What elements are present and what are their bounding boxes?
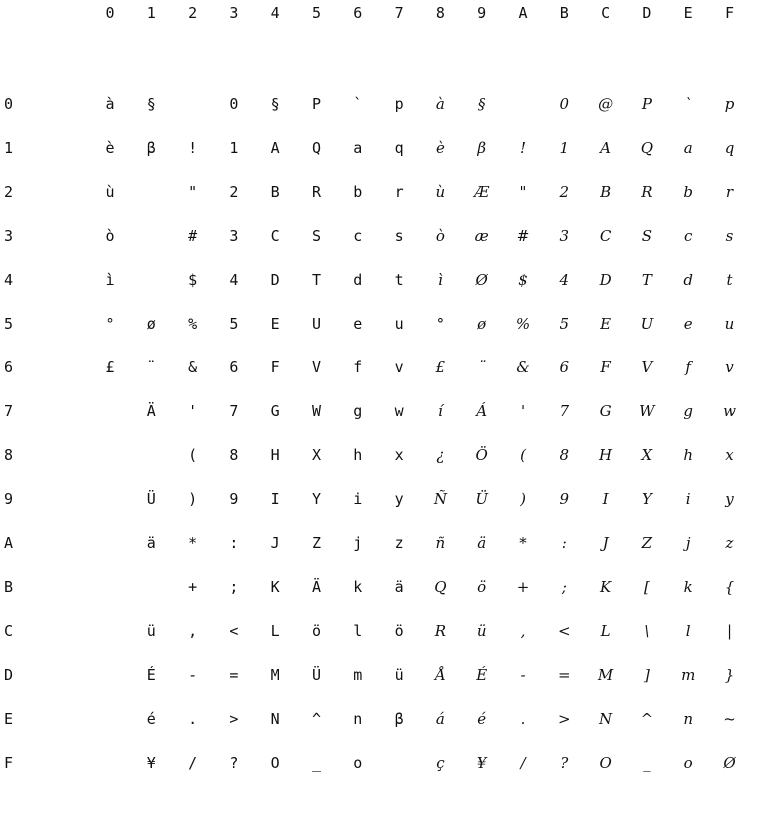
table-cell: Ø <box>475 270 488 289</box>
row-header: E <box>4 709 14 728</box>
row-header: 2 <box>4 182 14 201</box>
table-cell: 3 <box>229 226 239 245</box>
table-cell: p <box>394 95 404 113</box>
column-header: D <box>642 4 652 22</box>
table-cell: ü <box>476 621 487 640</box>
table-cell: - <box>520 665 526 684</box>
table-cell: 8 <box>229 446 239 465</box>
table-cell: A <box>270 138 280 157</box>
table-cell: ¿ <box>436 446 445 465</box>
table-cell: ä <box>477 534 487 552</box>
table-cell: ¥ <box>476 753 487 772</box>
table-cell: 9 <box>229 490 239 509</box>
table-cell: > <box>558 709 571 728</box>
table-cell: p <box>724 95 735 113</box>
table-cell: ° <box>105 314 115 333</box>
row-header: B <box>4 577 14 596</box>
table-cell: t <box>726 270 733 289</box>
table-cell: ø <box>477 314 487 333</box>
table-cell: ò <box>105 226 115 245</box>
table-cell: à <box>435 95 445 113</box>
table-cell: ' <box>188 402 198 421</box>
table-cell: Ñ <box>433 490 447 509</box>
table-cell: ñ <box>435 534 446 552</box>
table-cell: w <box>723 402 736 421</box>
table-cell: ! <box>519 138 527 157</box>
table-cell: ) <box>520 490 526 509</box>
row-header: 4 <box>4 270 14 289</box>
table-cell: L <box>270 621 280 640</box>
column-header: 8 <box>435 4 445 22</box>
table-cell: ä <box>394 577 404 596</box>
table-cell: , <box>520 621 526 640</box>
table-cell: I <box>270 490 280 509</box>
table-cell: % <box>188 314 198 333</box>
row-header: F <box>4 753 14 772</box>
table-cell: S <box>641 226 653 245</box>
column-header: 4 <box>270 4 280 22</box>
table-cell: ( <box>520 446 526 465</box>
column-header: E <box>683 4 693 22</box>
table-cell: H <box>599 446 613 465</box>
table-cell: ù <box>105 182 115 201</box>
table-cell: E <box>270 314 280 333</box>
table-cell: Ü <box>311 665 322 684</box>
table-cell: G <box>270 402 280 421</box>
table-cell: h <box>683 446 694 465</box>
table-cell: c <box>683 226 693 245</box>
table-cell: à <box>105 95 115 113</box>
table-cell: Ü <box>475 490 489 509</box>
table-cell: $ <box>188 270 198 289</box>
table-cell: ¨ <box>477 358 486 377</box>
table-cell: ì <box>437 270 443 289</box>
table-cell: ; <box>561 577 567 596</box>
table-cell: { <box>724 577 735 596</box>
table-cell: / <box>520 753 526 772</box>
table-cell: 0 <box>559 95 570 113</box>
table-cell: . <box>188 709 198 728</box>
table-cell: β <box>146 138 156 157</box>
table-cell: F <box>600 358 611 377</box>
row-header: A <box>4 534 14 552</box>
table-cell: y <box>725 490 734 509</box>
table-cell: Q <box>311 138 322 157</box>
table-cell: U <box>640 314 654 333</box>
table-cell: @ <box>598 95 614 113</box>
table-cell: # <box>516 226 530 245</box>
table-cell: Å <box>434 665 446 684</box>
table-cell: P <box>311 95 322 113</box>
table-cell: O <box>270 753 280 772</box>
table-cell: e <box>353 314 363 333</box>
table-cell: V <box>641 358 653 377</box>
table-cell: * <box>188 534 198 552</box>
table-cell: K <box>599 577 612 596</box>
table-cell: R <box>434 621 447 640</box>
table-cell: } <box>724 665 735 684</box>
row-header: 6 <box>4 358 14 377</box>
table-cell: * <box>519 534 527 552</box>
table-cell: Ä <box>311 577 322 596</box>
table-cell: ì <box>105 270 115 289</box>
table-cell: g <box>683 402 693 421</box>
table-cell: è <box>435 138 445 157</box>
table-cell: 9 <box>559 490 570 509</box>
table-cell: Q <box>640 138 654 157</box>
table-cell: 4 <box>229 270 239 289</box>
table-cell: æ <box>474 226 489 245</box>
table-cell: E <box>600 314 612 333</box>
table-cell: l <box>685 621 691 640</box>
table-cell: t <box>394 270 404 289</box>
row-header: 3 <box>4 226 14 245</box>
row-header: 0 <box>4 95 14 113</box>
table-cell: m <box>353 665 363 684</box>
table-cell: T <box>641 270 652 289</box>
row-header: 5 <box>4 314 14 333</box>
table-cell: & <box>516 358 530 377</box>
table-cell: " <box>188 182 198 201</box>
table-cell: 7 <box>229 402 239 421</box>
table-cell: § <box>270 95 280 113</box>
table-cell: ö <box>311 621 322 640</box>
table-cell: 8 <box>559 446 570 465</box>
table-cell: [ <box>643 577 650 596</box>
table-cell: ^ <box>311 709 322 728</box>
table-cell: Q <box>434 577 447 596</box>
table-cell: y <box>394 490 404 509</box>
table-cell: X <box>311 446 322 465</box>
table-cell: f <box>353 358 363 377</box>
table-cell: " <box>519 182 527 201</box>
row-header: 8 <box>4 446 14 465</box>
table-cell: β <box>477 138 487 157</box>
table-cell: d <box>353 270 363 289</box>
table-cell: R <box>311 182 322 201</box>
table-cell: Ä <box>146 402 156 421</box>
table-cell: / <box>188 753 198 772</box>
table-cell: D <box>599 270 612 289</box>
table-cell: É <box>476 665 488 684</box>
table-cell: r <box>725 182 734 201</box>
table-cell: + <box>188 577 198 596</box>
table-cell: è <box>105 138 115 157</box>
column-header: 6 <box>353 4 363 22</box>
table-cell: n <box>353 709 363 728</box>
table-cell: ) <box>188 490 198 509</box>
table-cell: ` <box>684 95 692 113</box>
table-cell: v <box>725 358 734 377</box>
table-cell: w <box>394 402 404 421</box>
table-cell: ' <box>520 402 526 421</box>
table-cell: é <box>146 709 156 728</box>
table-cell: ¥ <box>146 753 156 772</box>
row-header: 1 <box>4 138 14 157</box>
table-cell: § <box>146 95 156 113</box>
table-cell: Z <box>641 534 653 552</box>
table-cell: 6 <box>559 358 570 377</box>
table-cell: h <box>353 446 363 465</box>
table-cell: 3 <box>559 226 570 245</box>
table-cell: ` <box>353 95 363 113</box>
table-cell: q <box>724 138 735 157</box>
table-cell: o <box>683 753 693 772</box>
table-cell: C <box>599 226 612 245</box>
table-cell: : <box>561 534 567 552</box>
row-header: D <box>4 665 14 684</box>
table-cell: g <box>353 402 363 421</box>
column-header: C <box>601 4 611 22</box>
row-header: C <box>4 621 14 640</box>
row-header: 9 <box>4 490 14 509</box>
table-cell: < <box>558 621 571 640</box>
column-header: 7 <box>394 4 404 22</box>
table-cell: k <box>353 577 363 596</box>
column-header: 5 <box>311 4 322 22</box>
table-cell: M <box>597 665 614 684</box>
table-cell: Ö <box>475 446 488 465</box>
table-cell: r <box>394 182 404 201</box>
table-cell: u <box>724 314 735 333</box>
table-cell: S <box>311 226 322 245</box>
table-cell: d <box>683 270 693 289</box>
table-cell: ö <box>477 577 487 596</box>
table-cell: V <box>311 358 322 377</box>
table-cell: e <box>683 314 693 333</box>
table-cell: K <box>270 577 280 596</box>
table-cell: s <box>725 226 734 245</box>
table-cell: ; <box>229 577 239 596</box>
table-cell: Æ <box>474 182 490 201</box>
table-cell: H <box>270 446 280 465</box>
column-header: F <box>724 4 735 22</box>
table-cell: B <box>270 182 280 201</box>
table-cell: P <box>641 95 652 113</box>
table-cell: W <box>639 402 655 421</box>
table-cell: β <box>394 709 404 728</box>
column-header: A <box>518 4 528 22</box>
table-cell: ~ <box>723 709 736 728</box>
table-cell: 2 <box>559 182 570 201</box>
table-cell: : <box>229 534 239 552</box>
table-cell: Y <box>641 490 652 509</box>
table-cell: C <box>270 226 280 245</box>
table-cell: = <box>558 665 571 684</box>
table-cell: , <box>188 621 198 640</box>
table-cell: - <box>188 665 198 684</box>
table-cell: z <box>394 534 404 552</box>
table-cell: ù <box>435 182 446 201</box>
table-cell: R <box>641 182 653 201</box>
table-cell: á <box>435 709 445 728</box>
table-cell: j <box>685 534 691 552</box>
table-cell: % <box>515 314 531 333</box>
table-cell: L <box>600 621 611 640</box>
table-cell: é <box>477 709 487 728</box>
column-header: 2 <box>188 4 198 22</box>
table-cell: Y <box>311 490 322 509</box>
table-cell: ö <box>394 621 404 640</box>
table-cell: ø <box>146 314 156 333</box>
table-cell: f <box>685 358 691 377</box>
table-cell: b <box>683 182 693 201</box>
table-cell: ! <box>188 138 198 157</box>
table-cell: 2 <box>229 182 239 201</box>
table-cell: s <box>394 226 404 245</box>
table-cell: j <box>353 534 363 552</box>
table-cell: B <box>600 182 612 201</box>
table-cell: Ø <box>723 753 736 772</box>
table-cell: _ <box>311 753 322 772</box>
table-cell: o <box>353 753 363 772</box>
table-cell: ç <box>436 753 445 772</box>
table-cell: N <box>599 709 613 728</box>
table-cell: ü <box>394 665 404 684</box>
column-header: 1 <box>146 4 156 22</box>
table-cell: v <box>394 358 404 377</box>
table-cell: u <box>394 314 404 333</box>
table-cell: 0 <box>229 95 239 113</box>
column-header: 9 <box>477 4 487 22</box>
table-cell: J <box>602 534 609 552</box>
table-cell: ( <box>188 446 198 465</box>
table-cell: I <box>602 490 609 509</box>
table-cell: Z <box>311 534 322 552</box>
table-cell: M <box>270 665 280 684</box>
table-cell: T <box>311 270 322 289</box>
table-cell: z <box>725 534 734 552</box>
table-cell: c <box>353 226 363 245</box>
table-cell: = <box>229 665 239 684</box>
table-cell: ä <box>146 534 156 552</box>
table-cell: J <box>270 534 280 552</box>
table-cell: ? <box>229 753 239 772</box>
table-cell: i <box>685 490 691 509</box>
table-cell: x <box>725 446 734 465</box>
table-cell: l <box>353 621 363 640</box>
table-cell: ^ <box>640 709 654 728</box>
table-cell: n <box>683 709 694 728</box>
table-cell: \ <box>644 621 650 640</box>
table-cell: ? <box>560 753 569 772</box>
table-cell: 5 <box>559 314 570 333</box>
table-cell: í <box>437 402 443 421</box>
table-cell: + <box>516 577 530 596</box>
table-cell: ü <box>146 621 156 640</box>
table-cell: F <box>270 358 280 377</box>
table-cell: q <box>394 138 404 157</box>
table-cell: ] <box>643 665 650 684</box>
table-cell: O <box>599 753 612 772</box>
table-cell: k <box>683 577 693 596</box>
table-cell: & <box>188 358 198 377</box>
table-cell: Ü <box>146 490 156 509</box>
table-cell: É <box>146 665 156 684</box>
table-cell: 1 <box>229 138 239 157</box>
table-cell: b <box>353 182 363 201</box>
table-cell: ¨ <box>146 358 156 377</box>
table-cell: £ <box>435 358 446 377</box>
table-cell: 5 <box>229 314 239 333</box>
table-cell: ò <box>435 226 445 245</box>
table-cell: . <box>520 709 526 728</box>
table-cell: § <box>477 95 486 113</box>
table-cell: _ <box>643 753 651 772</box>
table-cell: a <box>683 138 693 157</box>
table-cell: 6 <box>229 358 239 377</box>
column-header: B <box>559 4 569 22</box>
table-cell: 1 <box>559 138 570 157</box>
table-cell: 7 <box>559 402 570 421</box>
table-cell: < <box>229 621 239 640</box>
table-cell: > <box>229 709 239 728</box>
table-cell: ° <box>436 314 445 333</box>
table-cell: U <box>311 314 322 333</box>
table-cell: | <box>726 621 733 640</box>
table-cell: W <box>311 402 322 421</box>
table-cell: x <box>394 446 404 465</box>
table-cell: Á <box>476 402 488 421</box>
table-cell: a <box>353 138 363 157</box>
table-cell: $ <box>518 270 528 289</box>
table-cell: D <box>270 270 280 289</box>
table-cell: G <box>599 402 612 421</box>
table-cell: A <box>600 138 612 157</box>
column-header: 3 <box>229 4 239 22</box>
table-cell: m <box>681 665 696 684</box>
row-header: 7 <box>4 402 14 421</box>
table-cell: # <box>188 226 198 245</box>
table-cell: X <box>641 446 653 465</box>
column-header: 0 <box>105 4 115 22</box>
table-cell: i <box>353 490 363 509</box>
table-cell: 4 <box>559 270 570 289</box>
table-cell: N <box>270 709 280 728</box>
table-cell: £ <box>105 358 115 377</box>
